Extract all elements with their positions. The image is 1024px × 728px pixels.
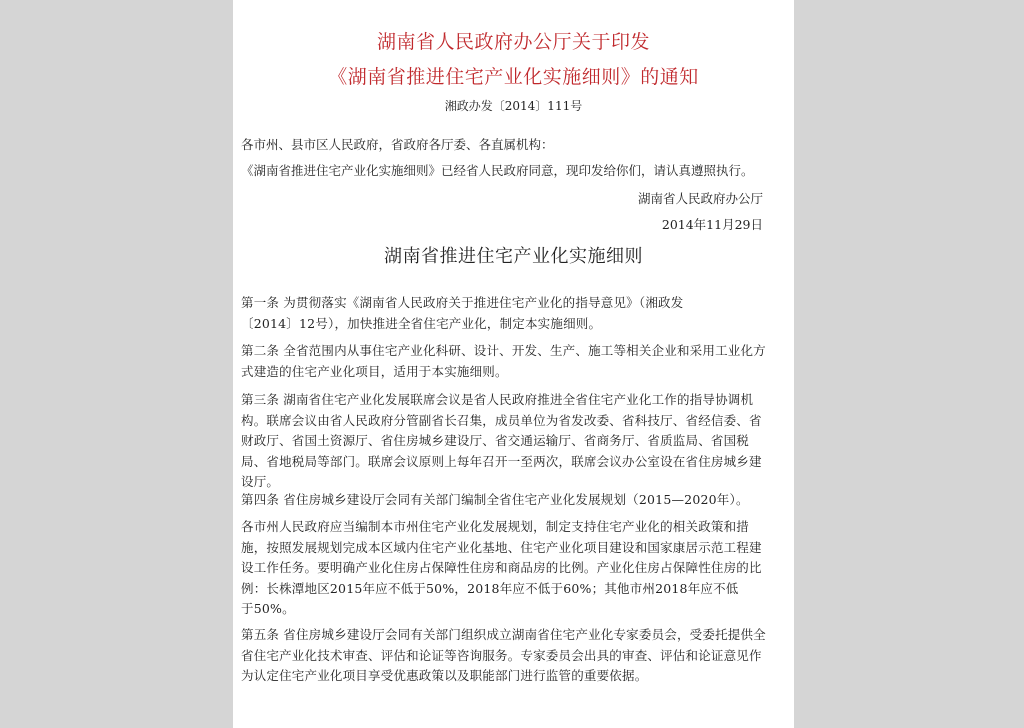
text-line: 于50%。 xyxy=(241,601,295,616)
article-4-continued xyxy=(241,517,791,620)
text-line: 构。联席会议由省人民政府分管副省长召集，成员单位为省发改委、省科技厅、省经信委、省 xyxy=(241,412,762,428)
rules-title: 湖南省推进住宅产业化实施细则 xyxy=(384,246,643,267)
article-2 xyxy=(241,341,791,382)
text-line: 第一条 为贯彻落实《湖南省人民政府关于推进住宅产业化的指导意见》（湘政发 xyxy=(241,295,684,310)
document-number: 湘政办发〔2014〕111号 xyxy=(444,99,583,113)
article-3 xyxy=(241,390,791,493)
text-line: 第二条 全省范围内从事住宅产业化科研、设计、开发、生产、施工等相关企业和采用工业化方 xyxy=(241,343,766,358)
notice-body: 《湖南省推进住宅产业化实施细则》已经省人民政府同意，现印发给你们，请认真遵照执行。 xyxy=(241,163,754,178)
text-line: 财政厅、省国土资源厅、省住房城乡建设厅、省交通运输厅、省商务厅、省质监局、省国税 xyxy=(241,433,750,448)
text-line: 第三条 湖南省住宅产业化发展联席会议是省人民政府推进全省住宅产业化工作的指导协调机 xyxy=(241,392,754,407)
text-line: 省住宅产业化技术审查、评估和论证等咨询服务。专家委员会出具的审查、评估和论证意见作 xyxy=(241,647,762,663)
article-5 xyxy=(241,625,791,687)
notice-title-line1: 湖南省人民政府办公厅关于印发 xyxy=(376,31,650,53)
document-page xyxy=(233,0,794,728)
addressee: 各市州、县市区人民政府，省政府各厅委、各直属机构： xyxy=(241,137,554,152)
text-line: 设厅。 xyxy=(241,474,280,489)
issuer-signature: 湖南省人民政府办公厅 xyxy=(637,191,763,206)
issue-date: 2014年11月29日 xyxy=(661,217,763,232)
text-line: 局、省地税局等部门。联席会议原则上每年召开一至两次，联席会议办公室设在省住房城乡建 xyxy=(241,453,762,469)
text-line: 式建造的住宅产业化项目，适用于本实施细则。 xyxy=(241,363,508,379)
text-line: 设工作任务。要明确产业化住房占保障性住房和商品房的比例。产业化住房占保障性住房的比 xyxy=(241,560,762,575)
article-1 xyxy=(241,293,791,334)
article-4 xyxy=(241,490,791,511)
text-line: 例：长株潭地区2015年应不低于50%，2018年应不低于60%；其他市州2018年应不低 xyxy=(241,580,739,596)
text-line: 〔2014〕12号），加快推进全省住宅产业化，制定本实施细则。 xyxy=(241,315,602,331)
text-line: 第四条 省住房城乡建设厅会同有关部门编制全省住宅产业化发展规划（2015—2020年）。 xyxy=(241,492,749,507)
text-line: 第五条 省住房城乡建设厅会同有关部门组织成立湖南省住宅产业化专家委员会，受委托提供全 xyxy=(241,627,766,642)
text-line: 为认定住宅产业化项目享受优惠政策以及职能部门进行监管的重要依据。 xyxy=(241,668,648,683)
text-line: 施，按照发展规划完成本区域内住宅产业化基地、住宅产业化项目建设和国家康居示范工程建 xyxy=(241,539,762,555)
text-line: 各市州人民政府应当编制本市州住宅产业化发展规划，制定支持住宅产业化的相关政策和措 xyxy=(241,519,750,534)
notice-title-line2: 《湖南省推进住宅产业化实施细则》的通知 xyxy=(328,66,699,88)
